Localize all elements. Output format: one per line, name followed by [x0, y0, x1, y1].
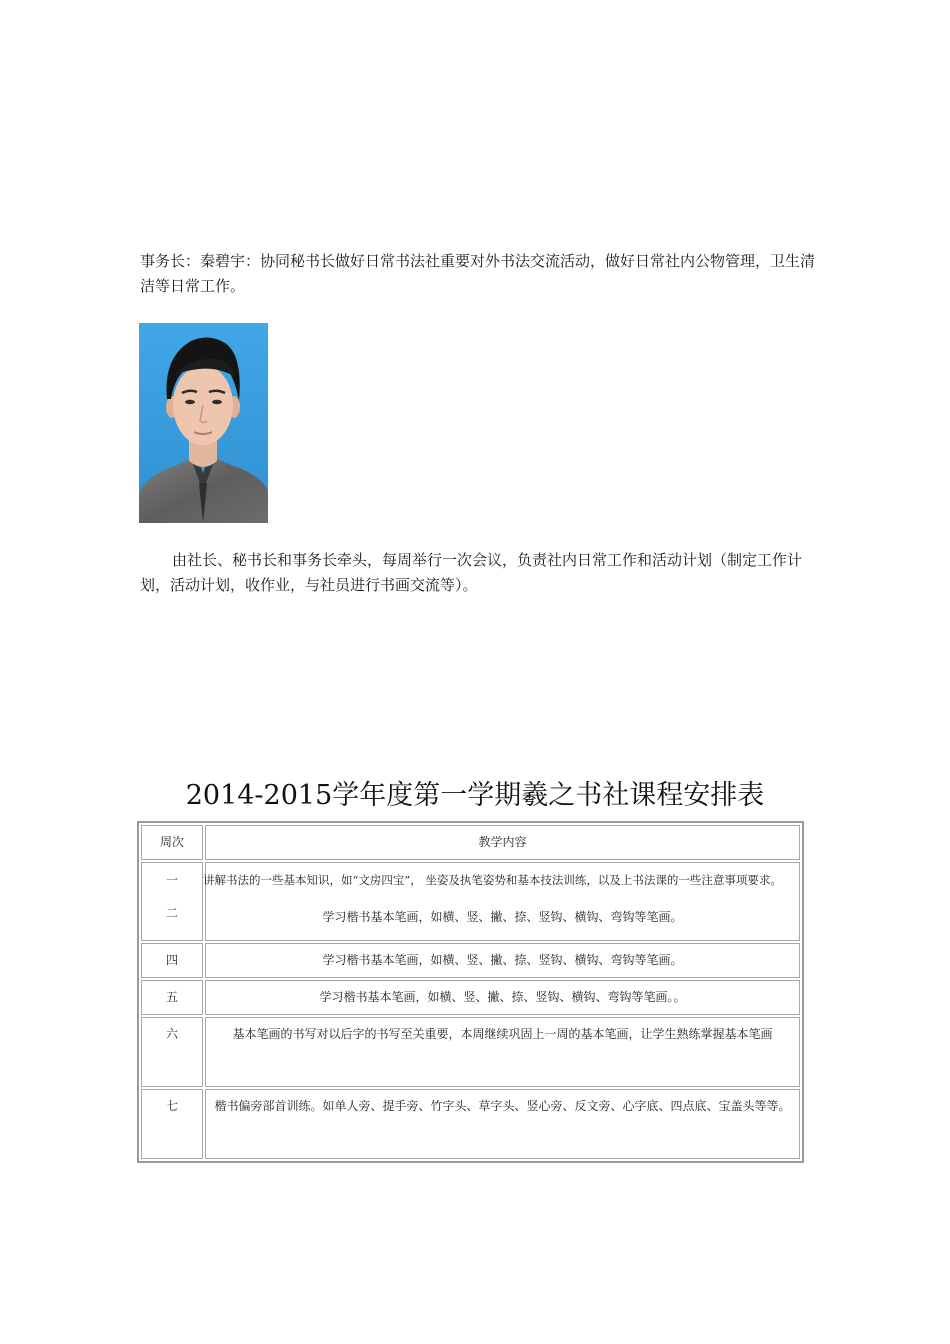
week-label: 一 — [165, 873, 178, 887]
week-header: 周次 — [141, 825, 203, 860]
week-label: 六 — [141, 1017, 203, 1087]
content-cell — [205, 862, 800, 941]
portrait-photo-icon — [139, 323, 268, 523]
table-row — [141, 1017, 800, 1087]
content-text: 学习楷书基本笔画，如横、竖、撇、捺、竖钩、横钩、弯钩等笔画。 — [205, 943, 800, 978]
content-text: 基本笔画的书写对以后字的书写至关重要，本周继续巩固上一周的基本笔画，让学生熟练掌握基本笔画 — [205, 1017, 800, 1087]
portrait-photo — [139, 323, 268, 523]
table-row — [141, 943, 800, 978]
content-text: 讲解书法的一些基本知识，如“文房四宝”， 坐姿及执笔姿势和基本技法训练，以及上书法课的一些注意事项要求。 — [203, 873, 782, 887]
table-row — [141, 980, 800, 1015]
week-label: 五 — [141, 980, 203, 1015]
meeting-paragraph: 由社长、秘书长和事务长牵头，每周举行一次会议，负责社内日常工作和活动计划（制定工作计划，活动计划，收作业，与社员进行书画交流等）。 — [140, 551, 803, 594]
course-schedule-table — [137, 821, 804, 1163]
content-text: 学习楷书基本笔画，如横、竖、撇、捺、竖钩、横钩、弯钩等笔画。。 — [205, 980, 800, 1015]
table-row — [141, 1089, 800, 1159]
content-text: 楷书偏旁部首训练。如单人旁、提手旁、竹字头、草字头、竖心旁、反文旁、心字底、四点底、宝盖头等等。 — [205, 1089, 800, 1159]
table-row — [141, 862, 800, 941]
week-cell — [141, 862, 203, 941]
schedule-title: 2014-2015学年度第一学期羲之书社课程安排表 — [185, 780, 765, 811]
content-header: 教学内容 — [205, 825, 800, 860]
week-label: 四 — [141, 943, 203, 978]
week-label: 二 — [165, 906, 178, 920]
week-label: 七 — [141, 1089, 203, 1159]
table-header-row — [141, 825, 800, 860]
duty-officer-paragraph: 事务长：秦碧宇：协同秘书长做好日常书法社重要对外书法交流活动，做好日常社内公物管理，卫生清洁等日常工作。 — [140, 252, 816, 295]
content-text: 学习楷书基本笔画，如横、竖、撇、捺、竖钩、横钩、弯钩等笔画。 — [322, 910, 683, 924]
